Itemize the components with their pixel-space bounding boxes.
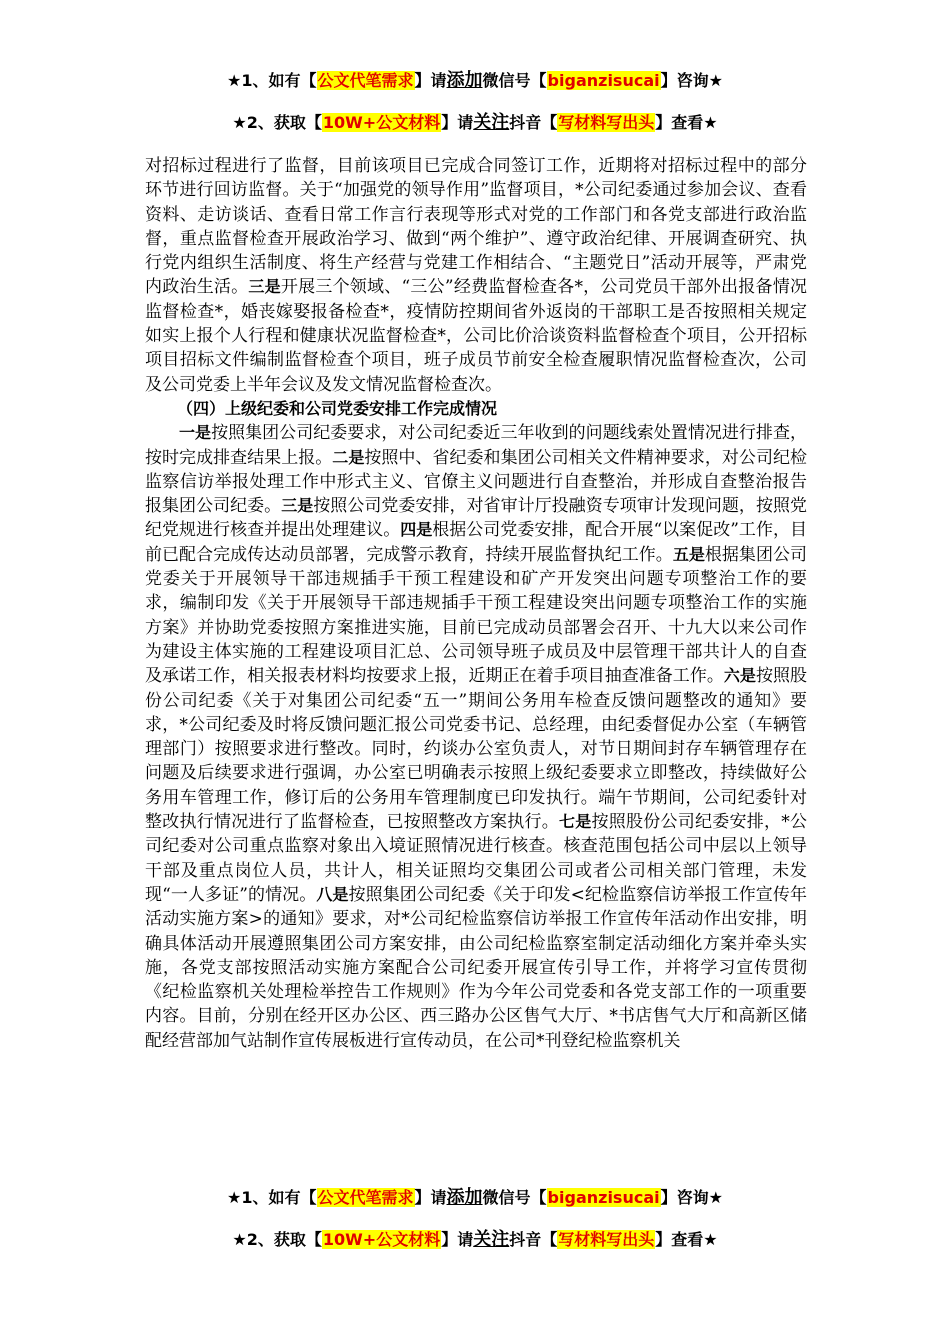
- banner-text: 】咨询★: [660, 71, 723, 90]
- paragraph-supervision: [145, 154, 807, 397]
- banner-underline: 关注: [473, 1229, 510, 1250]
- banner-highlight: 10W+公文材料: [322, 113, 441, 132]
- banner-text: ★2、获取【: [232, 113, 322, 132]
- bold-lead: 六是: [723, 666, 756, 686]
- body-text: 按照股份公司纪委《关于对集团公司纪委“五一”期间公务用车检查反馈问题整改的通知》要求，*公司纪委及时将反馈问题汇报公司党委书记、总经理，由纪委督促办公室（车辆管理部门）按照要求进行整改。同时，约谈办公室负责人，对节日期间封存车辆管理存在问题及后续要求进行强调，办公室已明确表示按照上级纪委要求立即整改，持续做好公务用车管理工作，修订后的公务用车管理制度已印发执行。端午节期间，公司纪委针对整改执行情况进行了监督检查，已按照整改方案执行。: [145, 666, 808, 833]
- banner-douyin-id: 写材料写出头: [558, 1230, 655, 1249]
- body-text: 按照中、省纪委和集团公司相关文件精神要求，对公司纪检监察信访举报处理工作中形式主义、官僚主义问题进行自查整治，并形成自查整治报告报集团公司纪委。: [145, 447, 808, 517]
- banner-text: 微信号【: [482, 71, 547, 90]
- footer-banner-consulting: [0, 1187, 950, 1209]
- banner-text: ★2、获取【: [232, 1230, 322, 1249]
- paragraph-tasks: [145, 421, 807, 1053]
- banner-highlight: 公文代笔需求: [317, 1188, 414, 1207]
- banner-wechat-id: biganzisucai: [547, 1188, 660, 1207]
- body-text: 对招标过程进行了监督，目前该项目已完成合同签订工作，近期将对招标过程中的部分环节进行回访监督。关于“加强党的领导作用”监督项目，*公司纪委通过参加会议、查看资料、走访谈话、查看日常工作言行表现等形式对党的工作部门和各党支部进行政治监督，重点监督检查开展政治学习、做到“两个维护”、遵守政治纪律、开展调查研究、执行党内组织生活制度、将生产经营与党建工作相结合、“主题党日”活动开展等，严肃党内政治生活。: [145, 156, 807, 298]
- body-text: 按照集团公司纪委《关于印发<纪检监察信访举报工作宣传年活动实施方案>的通知》要求，对*公司纪检监察信访举报工作宣传年活动作出安排，明确具体活动开展遵照集团公司方案安排，由公司纪检监察室制定活动细化方案并牵头实施，各党支部按照活动实施方案配合公司纪委开展宣传引导工作，并将学习宣传贯彻《纪检监察机关处理检举控告工作规则》作为今年公司党委和各党支部工作的一项重要内容。目前，分别在经开区办公区、西三路办公区售气大厅、*书店售气大厅和高新区储配经营部加气站制作宣传展板进行宣传动员，在公司*刊登纪检监察机关: [145, 884, 807, 1051]
- banner-text: 】请: [414, 1188, 447, 1207]
- body-text: 根据集团公司党委关于开展领导干部违规插手干预工程建设和矿产开发突出问题专项整治工作的要求，编制印发《关于开展领导干部违规插手干预工程建设突出问题专项整治工作的实施方案》并协助党委按照方案推进实施，目前已完成动员部署会召开、十九大以来公司作为建设主体实施的工程建设项目汇总、公司领导班子成员及中层管理干部共计人的自查及承诺工作，相关报表材料均按要求上报，近期正在着手项目抽查准备工作。: [145, 544, 808, 687]
- banner-underline: 关注: [473, 112, 510, 133]
- banner-text: 】查看★: [655, 1230, 718, 1249]
- body-text: 按照股份公司纪委安排，*公司纪委对公司重点监察对象出入境证照情况进行核查。核查范围包括公司中层以上领导干部及重点岗位人员，共计人，相关证照均交集团公司或者公司相关部门管理，未发现“一人多证”的情况。: [145, 812, 807, 905]
- bold-lead: 三是: [281, 496, 314, 516]
- footer-banner-materials: [0, 1229, 950, 1251]
- banner-text: ★1、如有【: [227, 1188, 317, 1207]
- body-text: 开展三个领域、“三公”经费监督检查各*，公司党员干部外出报备情况监督检查*，婚丧嫁娶报备检查*，疫情防控期间省外返岗的干部职工是否按照相关规定如实上报个人行程和健康状况监督检查*，公司比价洽谈资料监督检查个项目，公开招标项目招标文件编制监督检查个项目，班子成员节前安全检查履职情况监督检查次，公司及公司党委上半年会议及发文情况监督检查次。: [145, 277, 807, 395]
- banner-text: 微信号【: [482, 1188, 547, 1207]
- banner-wechat-id: biganzisucai: [547, 71, 660, 90]
- bold-lead: 一是: [179, 423, 212, 443]
- bold-lead: 七是: [559, 812, 592, 832]
- bold-lead: 五是: [672, 544, 705, 564]
- banner-highlight: 10W+公文材料: [322, 1230, 441, 1249]
- banner-text: 】请: [414, 71, 447, 90]
- body-text: 根据公司党委安排，配合开展“以案促改”工作，目前已配合完成传达动员部署，完成警示教育，持续开展监督执纪工作。: [145, 520, 807, 565]
- banner-text: 】请: [441, 113, 474, 132]
- bold-lead: 四是: [400, 520, 433, 540]
- bold-lead: 三是: [248, 277, 281, 297]
- banner-highlight: 公文代笔需求: [317, 71, 414, 90]
- banner-text: 】请: [441, 1230, 474, 1249]
- header-banner-consulting: [0, 70, 950, 92]
- banner-underline: 添加: [446, 1187, 483, 1208]
- section-heading: （四）上级纪委和公司党委安排工作完成情况: [177, 398, 498, 418]
- banner-text: 抖音【: [509, 113, 558, 132]
- banner-text: 】查看★: [655, 113, 718, 132]
- bold-lead: 二是: [332, 447, 365, 467]
- banner-underline: 添加: [446, 70, 483, 91]
- banner-text: ★1、如有【: [227, 71, 317, 90]
- banner-text: 抖音【: [509, 1230, 558, 1249]
- document-body: [145, 154, 807, 1053]
- banner-douyin-id: 写材料写出头: [558, 113, 655, 132]
- body-text: 按照公司党委安排，对省审计厅投融资专项审计发现问题，按照党纪党规进行核查并提出处理建议。: [145, 496, 808, 541]
- body-text: 按照集团公司纪委要求，对公司纪委近三年收到的问题线索处置情况进行排查，按时完成排查结果上报。: [145, 423, 807, 468]
- header-banner-materials: [0, 112, 950, 134]
- bold-lead: 八是: [316, 884, 349, 904]
- banner-text: 】咨询★: [660, 1188, 723, 1207]
